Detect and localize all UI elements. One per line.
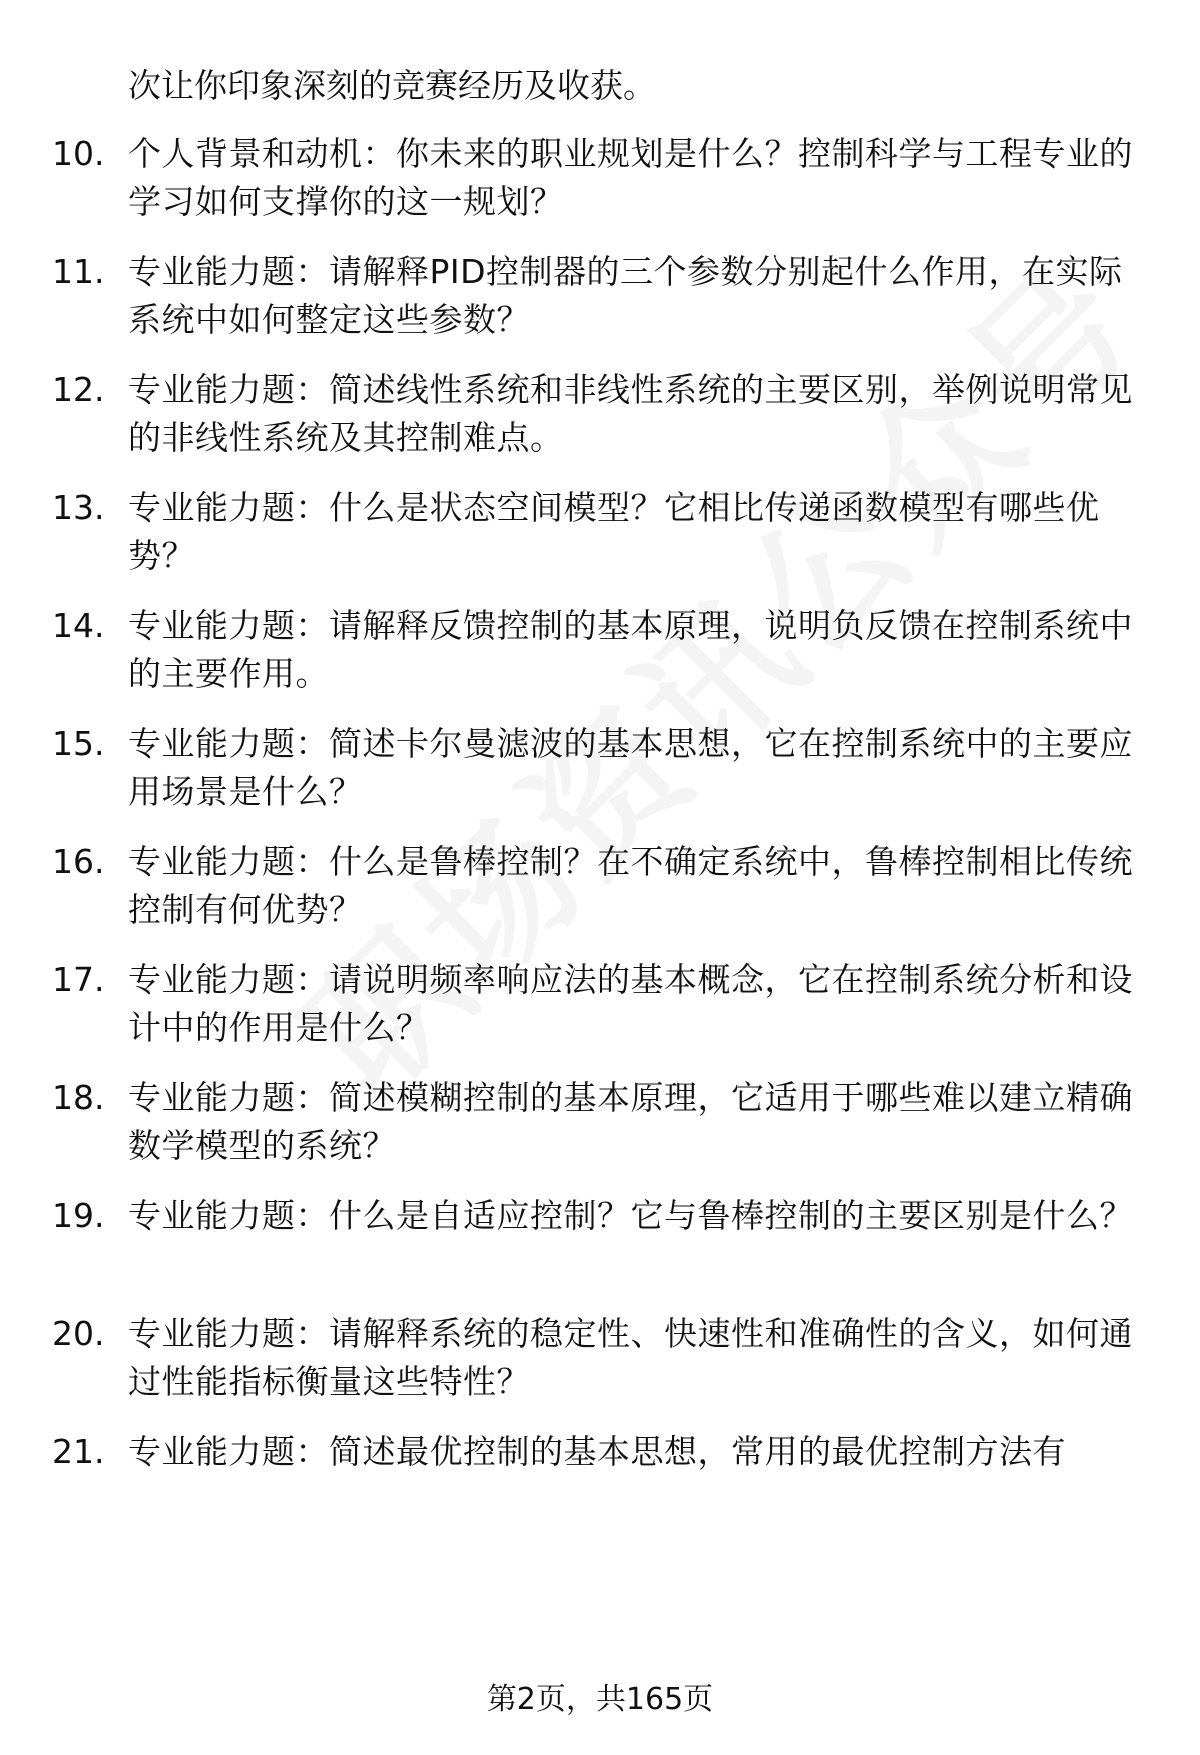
question-text: 专业能力题：请说明频率响应法的基本概念，它在控制系统分析和设计中的作用是什么？ [128, 960, 1133, 1047]
question-number: 11. [52, 252, 105, 291]
question-text: 专业能力题：简述模糊控制的基本原理，它适用于哪些难以建立精确数学模型的系统？ [128, 1078, 1133, 1165]
page-footer: 第2页，共165页 [486, 1682, 714, 1717]
question-text: 专业能力题：什么是鲁棒控制？在不确定系统中，鲁棒控制相比传统控制有何优势？ [128, 842, 1133, 929]
question-text: 专业能力题：什么是状态空间模型？它相比传递函数模型有哪些优势？ [128, 488, 1100, 575]
question-text: 专业能力题：简述最优控制的基本思想，常用的最优控制方法有 [128, 1432, 1066, 1471]
question-number: 19. [52, 1196, 105, 1235]
question-number: 12. [52, 370, 105, 409]
question-text: 个人背景和动机：你未来的职业规划是什么？控制科学与工程专业的学习如何支撑你的这一规划？ [128, 134, 1133, 221]
question-text: 专业能力题：什么是自适应控制？它与鲁棒控制的主要区别是什么？ [128, 1196, 1133, 1235]
question-number: 14. [52, 606, 105, 645]
continuation-line: 次让你印象深刻的竞赛经历及收获。 [128, 66, 656, 105]
question-number: 18. [52, 1078, 105, 1117]
question-text: 专业能力题：简述卡尔曼滤波的基本思想，它在控制系统中的主要应用场景是什么？ [128, 724, 1133, 811]
question-number: 15. [52, 724, 105, 763]
question-number: 17. [52, 960, 105, 999]
question-number: 10. [52, 134, 105, 173]
question-text: 专业能力题：请解释反馈控制的基本原理，说明负反馈在控制系统中的主要作用。 [128, 606, 1133, 693]
question-text: 专业能力题：请解释PID控制器的三个参数分别起什么作用，在实际系统中如何整定这些参数？ [128, 252, 1123, 339]
question-number: 16. [52, 842, 105, 881]
question-number: 20. [52, 1314, 105, 1353]
question-text: 专业能力题：请解释系统的稳定性、快速性和准确性的含义，如何通过性能指标衡量这些特性？ [128, 1314, 1133, 1401]
question-number: 21. [52, 1432, 105, 1471]
question-text: 专业能力题：简述线性系统和非线性系统的主要区别，举例说明常见的非线性系统及其控制难点。 [128, 370, 1133, 457]
question-number: 13. [52, 488, 105, 527]
